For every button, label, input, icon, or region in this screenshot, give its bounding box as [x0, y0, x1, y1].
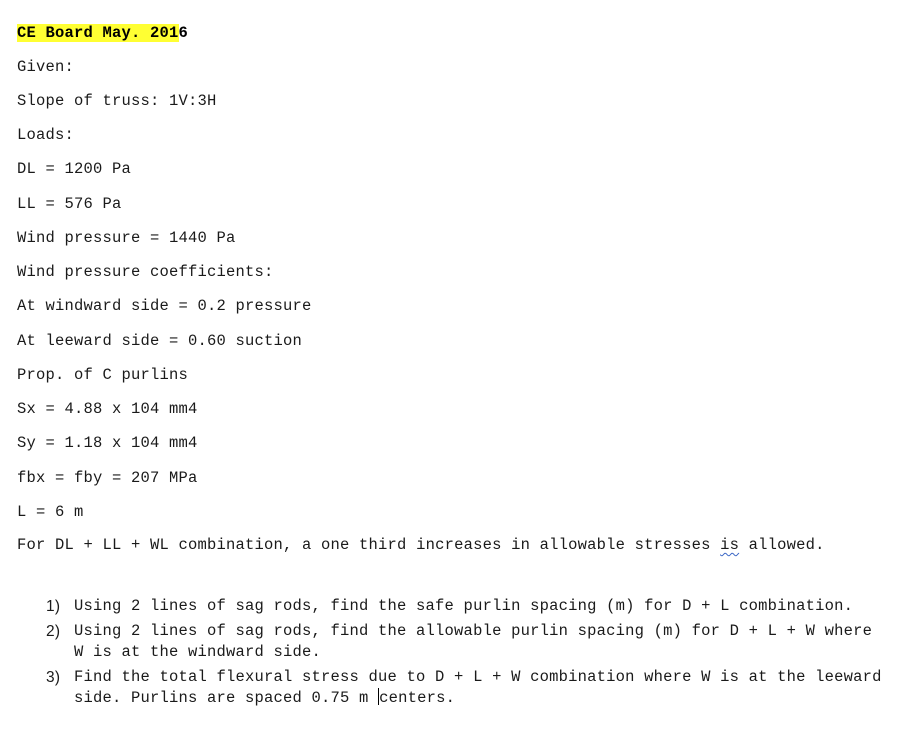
question-item	[0, 621, 884, 663]
given-leeward-coefficient: At leeward side = 0.60 suction	[17, 332, 303, 350]
question-text-after-cursor: centers.	[379, 689, 456, 707]
question-text-before-cursor: Find the total flexural stress due to D + L + W combination where W is at the leeward side. Purlins are spaced 0.75 m	[74, 668, 882, 707]
given-span: L = 6 m	[17, 503, 84, 521]
given-sy: Sy = 1.18 x 104 mm4	[17, 434, 198, 452]
given-heading: Given:	[17, 58, 75, 76]
title-highlighted-text: CE Board May. 201	[17, 24, 179, 42]
given-live-load: LL = 576 Pa	[17, 195, 122, 213]
question-text: Using 2 lines of sag rods, find the allowable purlin spacing (m) for D + L + W where W is at the windward side.	[74, 622, 873, 661]
document-title	[17, 24, 188, 42]
question-number: 2)	[46, 623, 61, 640]
question-number: 3)	[46, 669, 61, 686]
given-sx: Sx = 4.88 x 104 mm4	[17, 400, 198, 418]
given-wind-coefficients-heading: Wind pressure coefficients:	[17, 263, 274, 281]
question-item	[0, 667, 884, 709]
note-text-before: For DL + LL + WL combination, a one third increases in allowable stresses	[17, 536, 721, 554]
question-item	[0, 596, 884, 617]
given-slope: Slope of truss: 1V:3H	[17, 92, 217, 110]
question-text: Using 2 lines of sag rods, find the safe purlin spacing (m) for D + L combination.	[74, 597, 854, 615]
given-windward-coefficient: At windward side = 0.2 pressure	[17, 297, 312, 315]
given-dead-load: DL = 1200 Pa	[17, 160, 132, 178]
given-allowable-stress: fbx = fby = 207 MPa	[17, 469, 198, 487]
given-wind-pressure: Wind pressure = 1440 Pa	[17, 229, 236, 247]
given-purlin-props-heading: Prop. of C purlins	[17, 366, 189, 384]
given-loads-heading: Loads:	[17, 126, 75, 144]
combination-note	[17, 535, 837, 556]
question-number: 1)	[46, 598, 61, 615]
spellcheck-flagged-word[interactable]: is	[720, 536, 740, 554]
title-rest-text: 6	[178, 24, 189, 42]
note-text-after: allowed.	[739, 536, 825, 554]
questions-list	[0, 596, 903, 713]
